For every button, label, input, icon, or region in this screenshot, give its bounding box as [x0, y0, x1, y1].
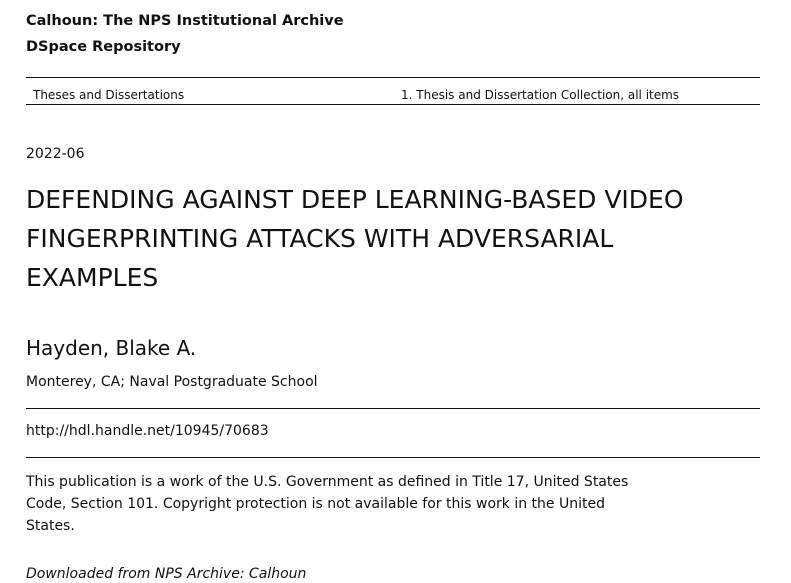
breadcrumb-divider [26, 104, 760, 105]
publisher-info: Monterey, CA; Naval Postgraduate School [26, 374, 318, 390]
handle-link[interactable]: http://hdl.handle.net/10945/70683 [26, 423, 269, 439]
archive-cover-page [26, 0, 760, 583]
rights-top-divider [26, 457, 760, 458]
document-title: DEFENDING AGAINST DEEP LEARNING-BASED VIDEO FINGERPRINTING ATTACKS WITH ADVERSARIAL EXAMPLES [26, 185, 684, 292]
rights-statement: This publication is a work of the U.S. Government as defined in Title 17, United States Code, Section 101. Copyright protection is not available for this work in the United States. [26, 474, 629, 534]
repository-name: DSpace Repository [26, 39, 181, 55]
archive-name: Calhoun: The NPS Institutional Archive [26, 13, 344, 29]
downloaded-from-note: Downloaded from NPS Archive: Calhoun [26, 566, 307, 582]
handle-top-divider [26, 408, 760, 409]
collection-link-theses[interactable]: Theses and Dissertations [33, 88, 185, 102]
collection-link-all-items[interactable]: 1. Thesis and Dissertation Collection, all items [401, 88, 680, 102]
publication-date: 2022-06 [26, 146, 85, 162]
top-divider [26, 77, 760, 78]
author-name: Hayden, Blake A. [26, 336, 197, 360]
